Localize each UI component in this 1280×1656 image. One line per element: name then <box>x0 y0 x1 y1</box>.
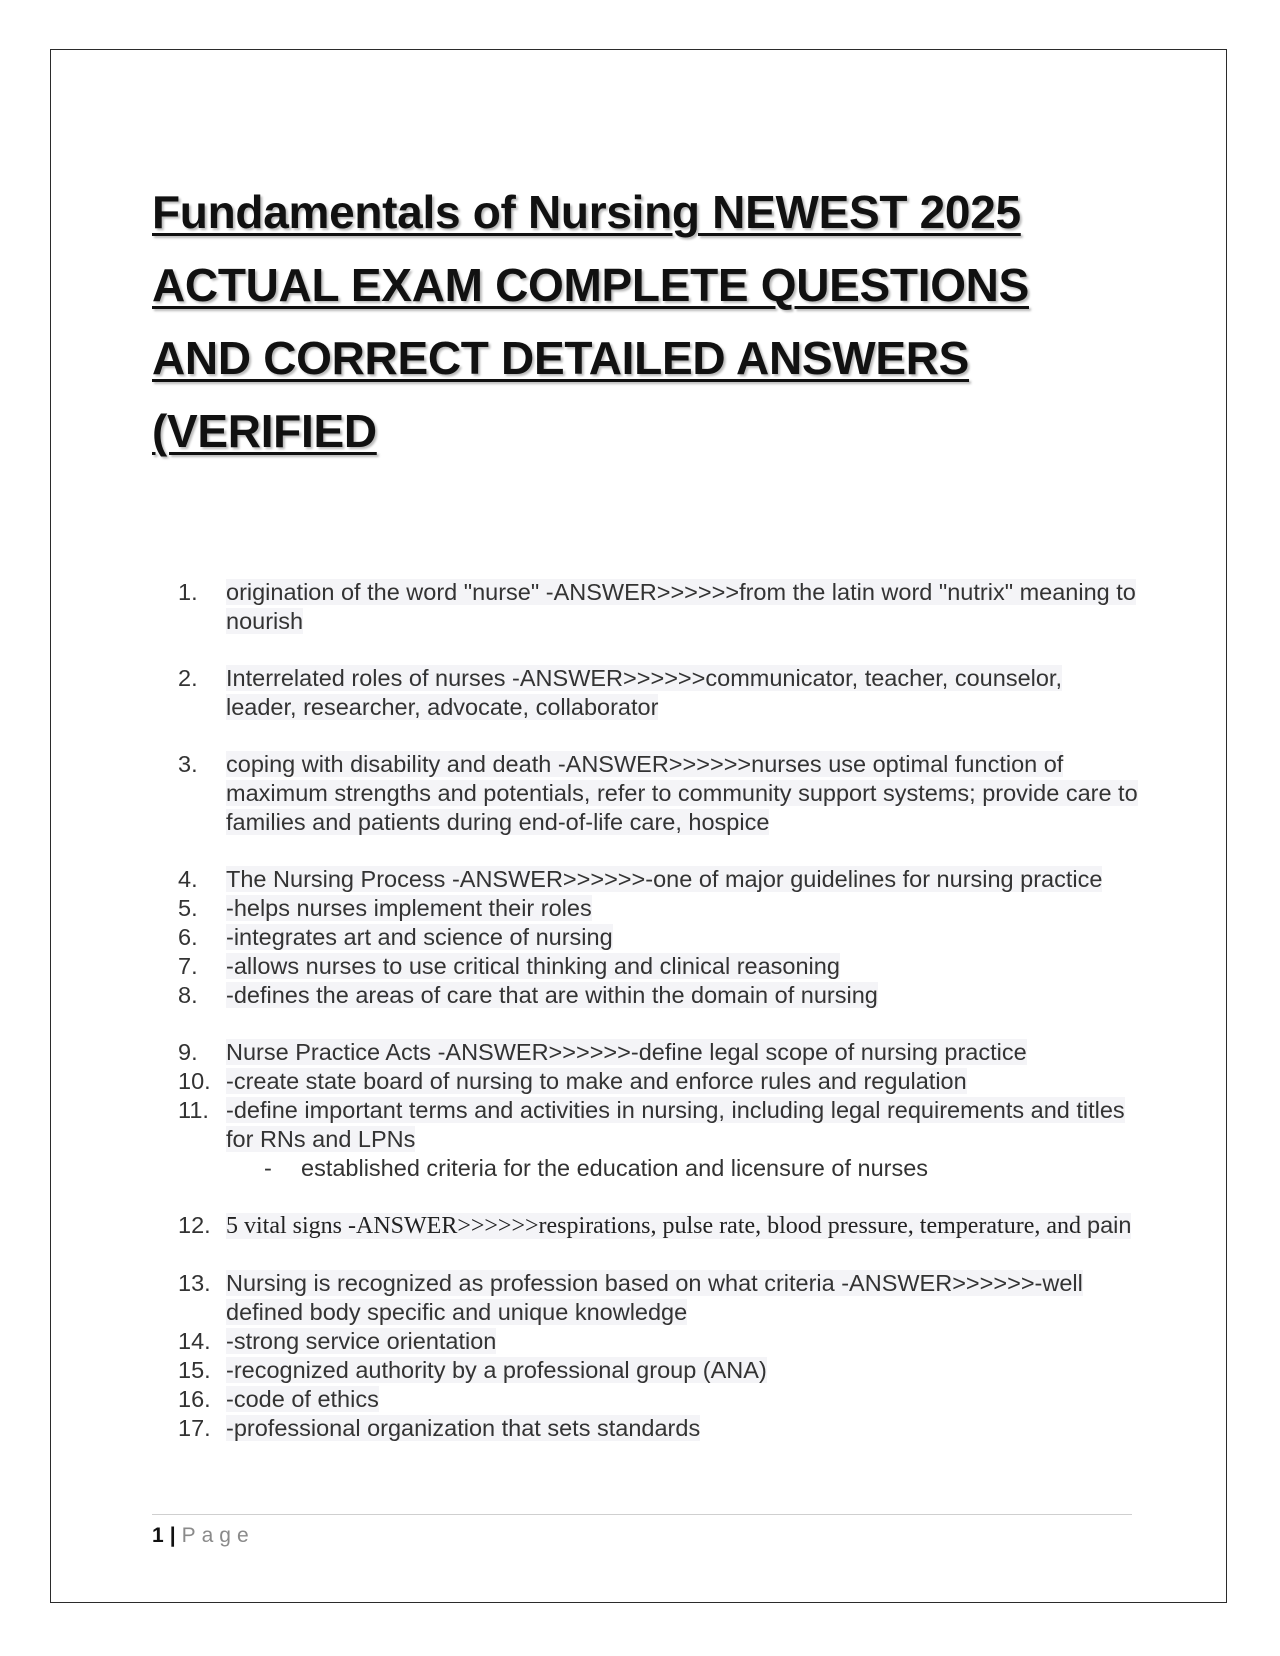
bullet-marker: - <box>264 1155 272 1181</box>
page-label: Page <box>181 1524 255 1547</box>
item-text: coping with disability and death -ANSWER>>>>>>nurses use optimal function of maximum strengths and potentials, refer to community support systems; provide care to families and patients during end-of-life care, hospice <box>226 751 1138 835</box>
item-text: -professional organization that sets standards <box>226 1415 701 1441</box>
item-number: 12. <box>178 1212 211 1238</box>
item-number: 1. <box>178 579 198 605</box>
list-item <box>178 1385 1138 1414</box>
item-number: 9. <box>178 1039 198 1065</box>
list-item <box>178 952 1138 981</box>
list-item <box>178 981 1138 1010</box>
list-item <box>178 664 1138 722</box>
item-number: 4. <box>178 866 198 892</box>
item-number: 3. <box>178 751 198 777</box>
item-number: 2. <box>178 665 198 691</box>
item-number: 10. <box>178 1068 211 1094</box>
item-text: -strong service orientation <box>226 1328 497 1354</box>
item-number: 7. <box>178 953 198 979</box>
item-text: The Nursing Process -ANSWER>>>>>>-one of major guidelines for nursing practice <box>226 866 1103 892</box>
list-item <box>178 1096 1138 1154</box>
list-item <box>178 750 1138 837</box>
item-text: -define important terms and activities in nursing, including legal requirements and titles for RNs and LPNs <box>226 1097 1125 1152</box>
item-number: 11. <box>178 1097 209 1123</box>
item-number: 15. <box>178 1357 211 1383</box>
sub-bullet-item <box>178 1154 1138 1183</box>
item-number: 16. <box>178 1386 211 1412</box>
page-number: 1 <box>152 1524 164 1547</box>
item-number: 13. <box>178 1270 211 1296</box>
item-text: Nursing is recognized as profession based on what criteria -ANSWER>>>>>>-well defined body specific and unique knowledge <box>226 1270 1083 1325</box>
item-text: origination of the word "nurse" -ANSWER>>>>>>from the latin word "nutrix" meaning to nourish <box>226 579 1136 634</box>
footer-separator: | <box>169 1524 176 1547</box>
item-text: -recognized authority by a professional group (ANA) <box>226 1357 767 1383</box>
item-text: -create state board of nursing to make and enforce rules and regulation <box>226 1068 967 1094</box>
question-answer-list <box>178 578 1138 1443</box>
footer-divider <box>152 1514 1132 1515</box>
page-footer <box>152 1522 255 1550</box>
item-text: -helps nurses implement their roles <box>226 895 592 921</box>
list-item <box>178 894 1138 923</box>
item-text: Nurse Practice Acts -ANSWER>>>>>>-define legal scope of nursing practice <box>226 1039 1027 1065</box>
list-item <box>178 865 1138 894</box>
list-item <box>178 578 1138 636</box>
list-item <box>178 1038 1138 1067</box>
item-text: Interrelated roles of nurses -ANSWER>>>>>>communicator, teacher, counselor, leader, researcher, advocate, collaborator <box>226 665 1062 720</box>
list-item <box>178 1356 1138 1385</box>
sub-bullet-text: established criteria for the education and licensure of nurses <box>301 1155 929 1181</box>
item-text: -integrates art and science of nursing <box>226 924 613 950</box>
document-title: Fundamentals of Nursing NEWEST 2025 ACTUAL EXAM COMPLETE QUESTIONS AND CORRECT DETAILED ANSWERS (VERIFIED <box>152 186 1029 457</box>
item-number: 5. <box>178 895 198 921</box>
item-text-continuation: pain <box>1087 1212 1132 1238</box>
list-item <box>178 1211 1138 1241</box>
item-number: 8. <box>178 982 198 1008</box>
item-number: 6. <box>178 924 198 950</box>
item-text: -defines the areas of care that are within the domain of nursing <box>226 982 878 1008</box>
item-text <box>226 1213 1131 1239</box>
list-item <box>178 1067 1138 1096</box>
item-text: -allows nurses to use critical thinking and clinical reasoning <box>226 953 840 979</box>
list-item <box>178 923 1138 952</box>
list-item <box>178 1414 1138 1443</box>
item-number: 14. <box>178 1328 211 1354</box>
item-text-main: 5 vital signs -ANSWER>>>>>>respirations, pulse rate, blood pressure, temperature, and <box>226 1213 1082 1239</box>
list-item <box>178 1269 1138 1327</box>
list-item <box>178 1327 1138 1356</box>
item-text: -code of ethics <box>226 1386 379 1412</box>
item-number: 17. <box>178 1415 211 1441</box>
